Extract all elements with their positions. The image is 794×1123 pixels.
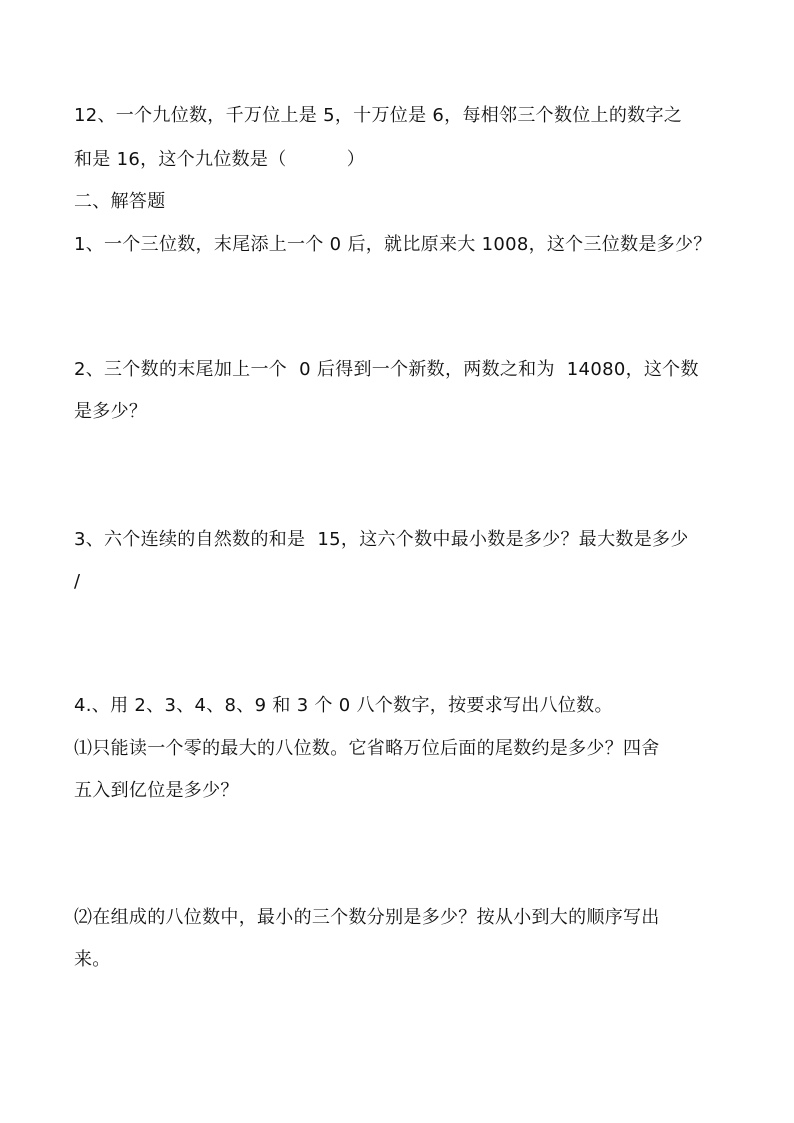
problem-2-line-2: 是多少？ [74, 401, 148, 422]
problem-1-line-1: 1、一个三位数，末尾添上一个 0 后，就比原来大 1008，这个三位数是多少？ [74, 234, 712, 255]
subproblem-2-line-1: ⑵在组成的八位数中，最小的三个数分别是多少？按从小到大的顺序写出 [74, 907, 660, 928]
problem-4-line-1: 4.、用 2、3、4、8、9 和 3 个 0 八个数字，按要求写出八位数。 [74, 695, 613, 716]
question-12-line-2: 和是 16，这个九位数是（ ） [74, 149, 366, 170]
problem-3-line-1: 3、六个连续的自然数的和是 15，这六个数中最小数是多少？最大数是多少 [74, 529, 689, 550]
subproblem-2-line-2: 来。 [74, 949, 111, 970]
subproblem-1-line-2: 五入到亿位是多少？ [74, 780, 239, 801]
problem-2-line-1: 2、三个数的末尾加上一个 0 后得到一个新数，两数之和为 14080，这个数 [74, 359, 699, 380]
section-title-answer-questions: 二、解答题 [74, 191, 166, 212]
subproblem-1-line-1: ⑴只能读一个零的最大的八位数。它省略万位后面的尾数约是多少？四舍 [74, 738, 660, 759]
problem-3-line-2: / [74, 571, 81, 592]
question-12-line-1: 12、一个九位数，千万位上是 5，十万位是 6，每相邻三个数位上的数字之 [74, 105, 683, 126]
